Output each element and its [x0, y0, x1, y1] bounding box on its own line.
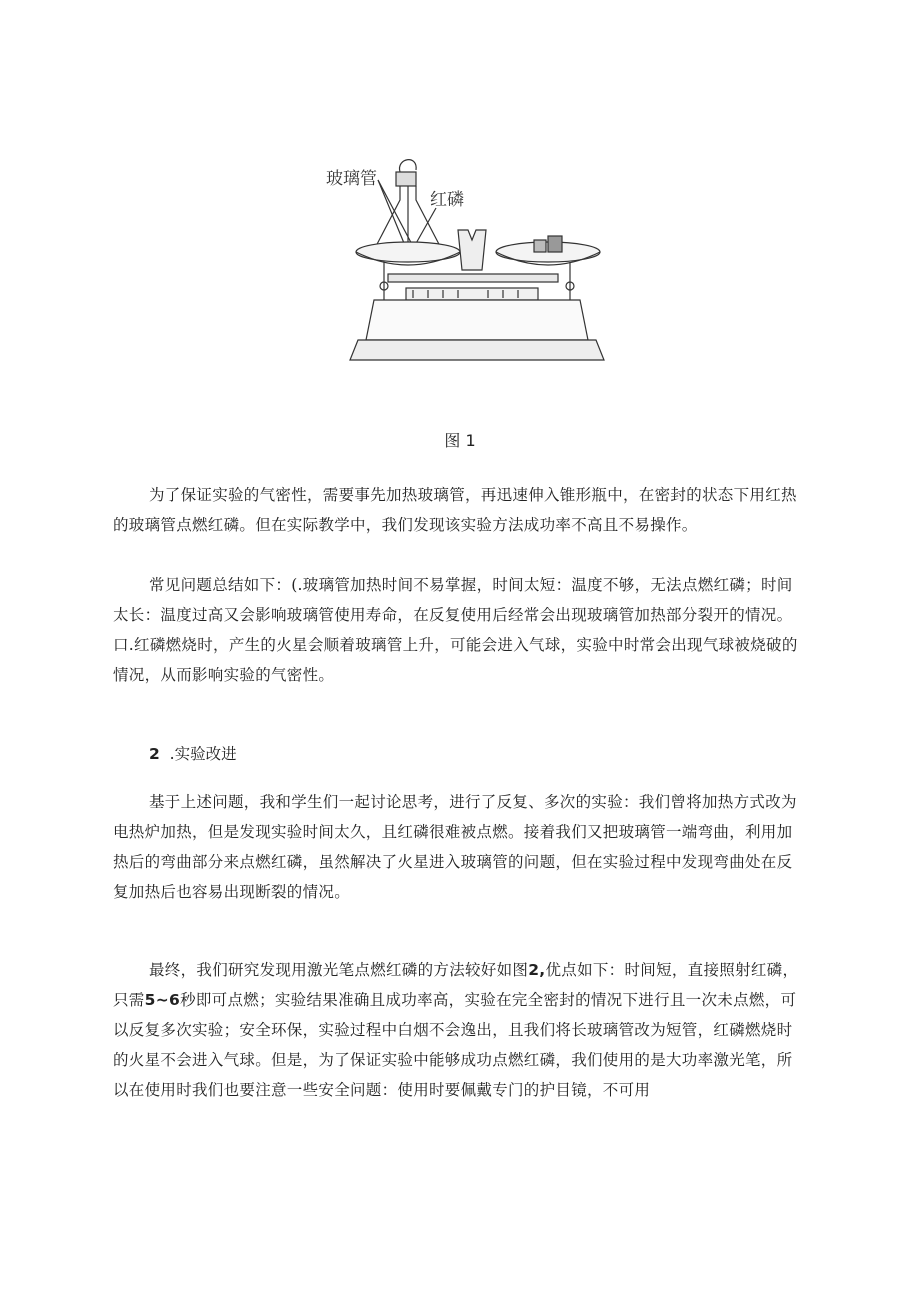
paragraph-4 [113, 955, 803, 1105]
section-heading [149, 742, 237, 764]
figure-caption: 图 1 [444, 431, 476, 450]
p4-part-b: 优点如下：时间短，直接照射红磷，只需 [113, 961, 799, 1009]
section-title: .实验改进 [169, 745, 237, 763]
label-glass-tube: 玻璃管 [326, 169, 377, 189]
p4-part-a: 最终，我们研究发现用激光笔点燃红磷的方法较好如图 [149, 961, 529, 979]
paragraph-2: 常见问题总结如下：(.玻璃管加热时间不易掌握，时间太短：温度不够，无法点燃红磷；时间太长：温度过高又会影响玻璃管使用寿命，在反复使用后经常会出现玻璃管加热部分裂开的情况。口.红磷燃烧时，产生的火星会顺着玻璃管上升，可能会进入气球，实验中时常会出现气球被烧破的情况，从而影响实验的气密性。 [113, 576, 798, 684]
p4-figure-ref: 2, [528, 961, 546, 979]
paragraph-1: 为了保证实验的气密性，需要事先加热玻璃管，再迅速伸入锥形瓶中，在密封的状态下用红热的玻璃管点燃红磷。但在实际教学中，我们发现该实验方法成功率不高且不易操作。 [113, 486, 797, 534]
p4-part-c: 秒即可点燃；实验结果准确且成功率高，实验在完全密封的情况下进行且一次未点燃，可以反复多次实验；安全环保，实验过程中白烟不会逸出，且我们将长玻璃管改为短管，红磷燃烧时的火星不会进入气球。但是，为了保证实验中能够成功点燃红磷，我们使用的是大功率激光笔，所以在使用时我们也要注意一些安全问题：使用时要佩戴专门的护目镜，不可用 [113, 991, 797, 1099]
section-number: 2 [149, 745, 160, 763]
balance-figure [318, 150, 613, 375]
balance-scale-illustration [318, 150, 613, 375]
paragraph-3: 基于上述问题，我和学生们一起讨论思考，进行了反复、多次的实验：我们曾将加热方式改为电热炉加热，但是发现实验时间太久，且红磷很难被点燃。接着我们又把玻璃管一端弯曲，利用加热后的弯曲部分来点燃红磷，虽然解决了火星进入玻璃管的问题，但在实验过程中发现弯曲处在反复加热后也容易出现断裂的情况。 [113, 793, 797, 901]
label-red-phosphorus: 红磷 [430, 190, 464, 210]
p4-time: 5~6 [144, 991, 181, 1009]
